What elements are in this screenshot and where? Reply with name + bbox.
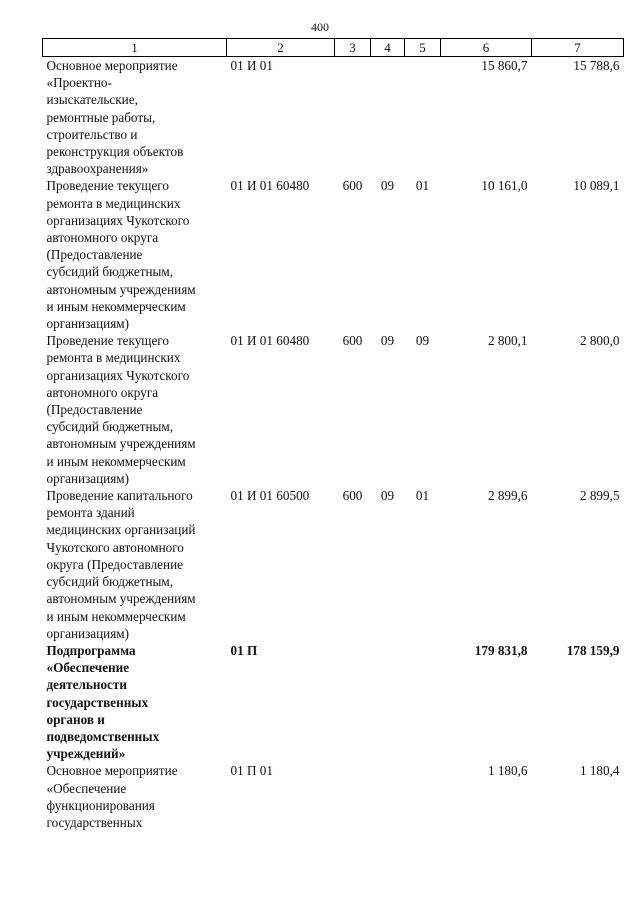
table-row — [43, 332, 624, 487]
table-row — [43, 177, 624, 332]
row-value-7: 15 788,6 — [573, 58, 620, 73]
row-value-7: 2 899,5 — [579, 488, 620, 504]
row-value-7: 178 159,9 — [566, 642, 620, 658]
row-col-3: 600 — [342, 333, 363, 349]
row-name: Проведение капитального ремонта зданий медицинских организаций Чукотского автономного округа (Предоставление субсидий бюджетным, автономным учреждениям и иным некоммерческим организациям) — [46, 488, 196, 641]
row-name: Основное мероприятие «Проектно- изыскательские, ремонтные работы, строительство и реконструкция объектов здравоохранения» — [46, 58, 184, 177]
row-col-4: 09 — [380, 178, 395, 194]
row-name: Проведение текущего ремонта в медицинских организациях Чукотского автономного округа (Предоставление субсидий бюджетным, автономным учреждениям и иным некоммерческим организациям) — [46, 333, 196, 486]
column-header-3: 3 — [335, 39, 371, 57]
row-value-6: 179 831,8 — [474, 642, 528, 658]
row-name: Подпрограмма «Обеспечение деятельности государственных органов и подведомственных учреждений» — [46, 642, 160, 762]
table-row — [43, 762, 624, 831]
column-header-4: 4 — [371, 39, 405, 57]
row-col-5 — [405, 642, 441, 762]
row-code: 01 И 01 60500 — [230, 488, 310, 504]
row-value-6: 10 161,0 — [481, 178, 528, 194]
row-code: 01 П 01 — [230, 763, 273, 779]
row-col-4 — [371, 762, 405, 831]
table-row — [43, 642, 624, 762]
row-code: 01 П — [230, 642, 258, 658]
row-col-5 — [405, 762, 441, 831]
budget-table — [42, 38, 624, 831]
row-value-7: 2 800,0 — [579, 333, 620, 349]
row-name: Основное мероприятие «Обеспечение функционирования государственных — [46, 763, 178, 830]
row-value-7: 1 180,4 — [579, 763, 620, 779]
row-col-5: 01 — [415, 178, 430, 194]
column-header-6: 6 — [441, 39, 532, 57]
row-value-7: 10 089,1 — [573, 178, 620, 194]
row-code: 01 И 01 60480 — [230, 333, 310, 349]
page-number: 400 — [311, 20, 329, 34]
table-body — [43, 57, 624, 832]
row-col-4 — [371, 57, 405, 178]
row-col-5: 09 — [415, 333, 430, 349]
row-value-6: 15 860,7 — [481, 58, 528, 73]
column-header-5: 5 — [405, 39, 441, 57]
row-col-4: 09 — [380, 488, 395, 504]
row-code: 01 И 01 60480 — [230, 178, 310, 194]
row-col-5: 01 — [415, 488, 430, 504]
table-row — [43, 57, 624, 178]
row-col-4: 09 — [380, 333, 395, 349]
row-col-5 — [405, 57, 441, 178]
row-col-3 — [335, 642, 371, 762]
row-value-6: 2 899,6 — [487, 488, 528, 504]
row-col-4 — [371, 642, 405, 762]
row-col-3: 600 — [342, 488, 363, 504]
column-header-2: 2 — [227, 39, 335, 57]
column-header-7: 7 — [532, 39, 624, 57]
row-value-6: 2 800,1 — [487, 333, 528, 349]
table-header-row — [43, 39, 624, 57]
row-name: Проведение текущего ремонта в медицинских организациях Чукотского автономного округа (Предоставление субсидий бюджетным, автономным учреждениям и иным некоммерческим организациям) — [46, 178, 196, 332]
table-row — [43, 487, 624, 642]
column-header-1: 1 — [43, 39, 227, 57]
row-value-6: 1 180,6 — [487, 763, 528, 779]
row-code: 01 И 01 — [230, 58, 273, 73]
row-col-3: 600 — [342, 178, 363, 194]
row-col-3 — [335, 762, 371, 831]
row-col-3 — [335, 57, 371, 178]
